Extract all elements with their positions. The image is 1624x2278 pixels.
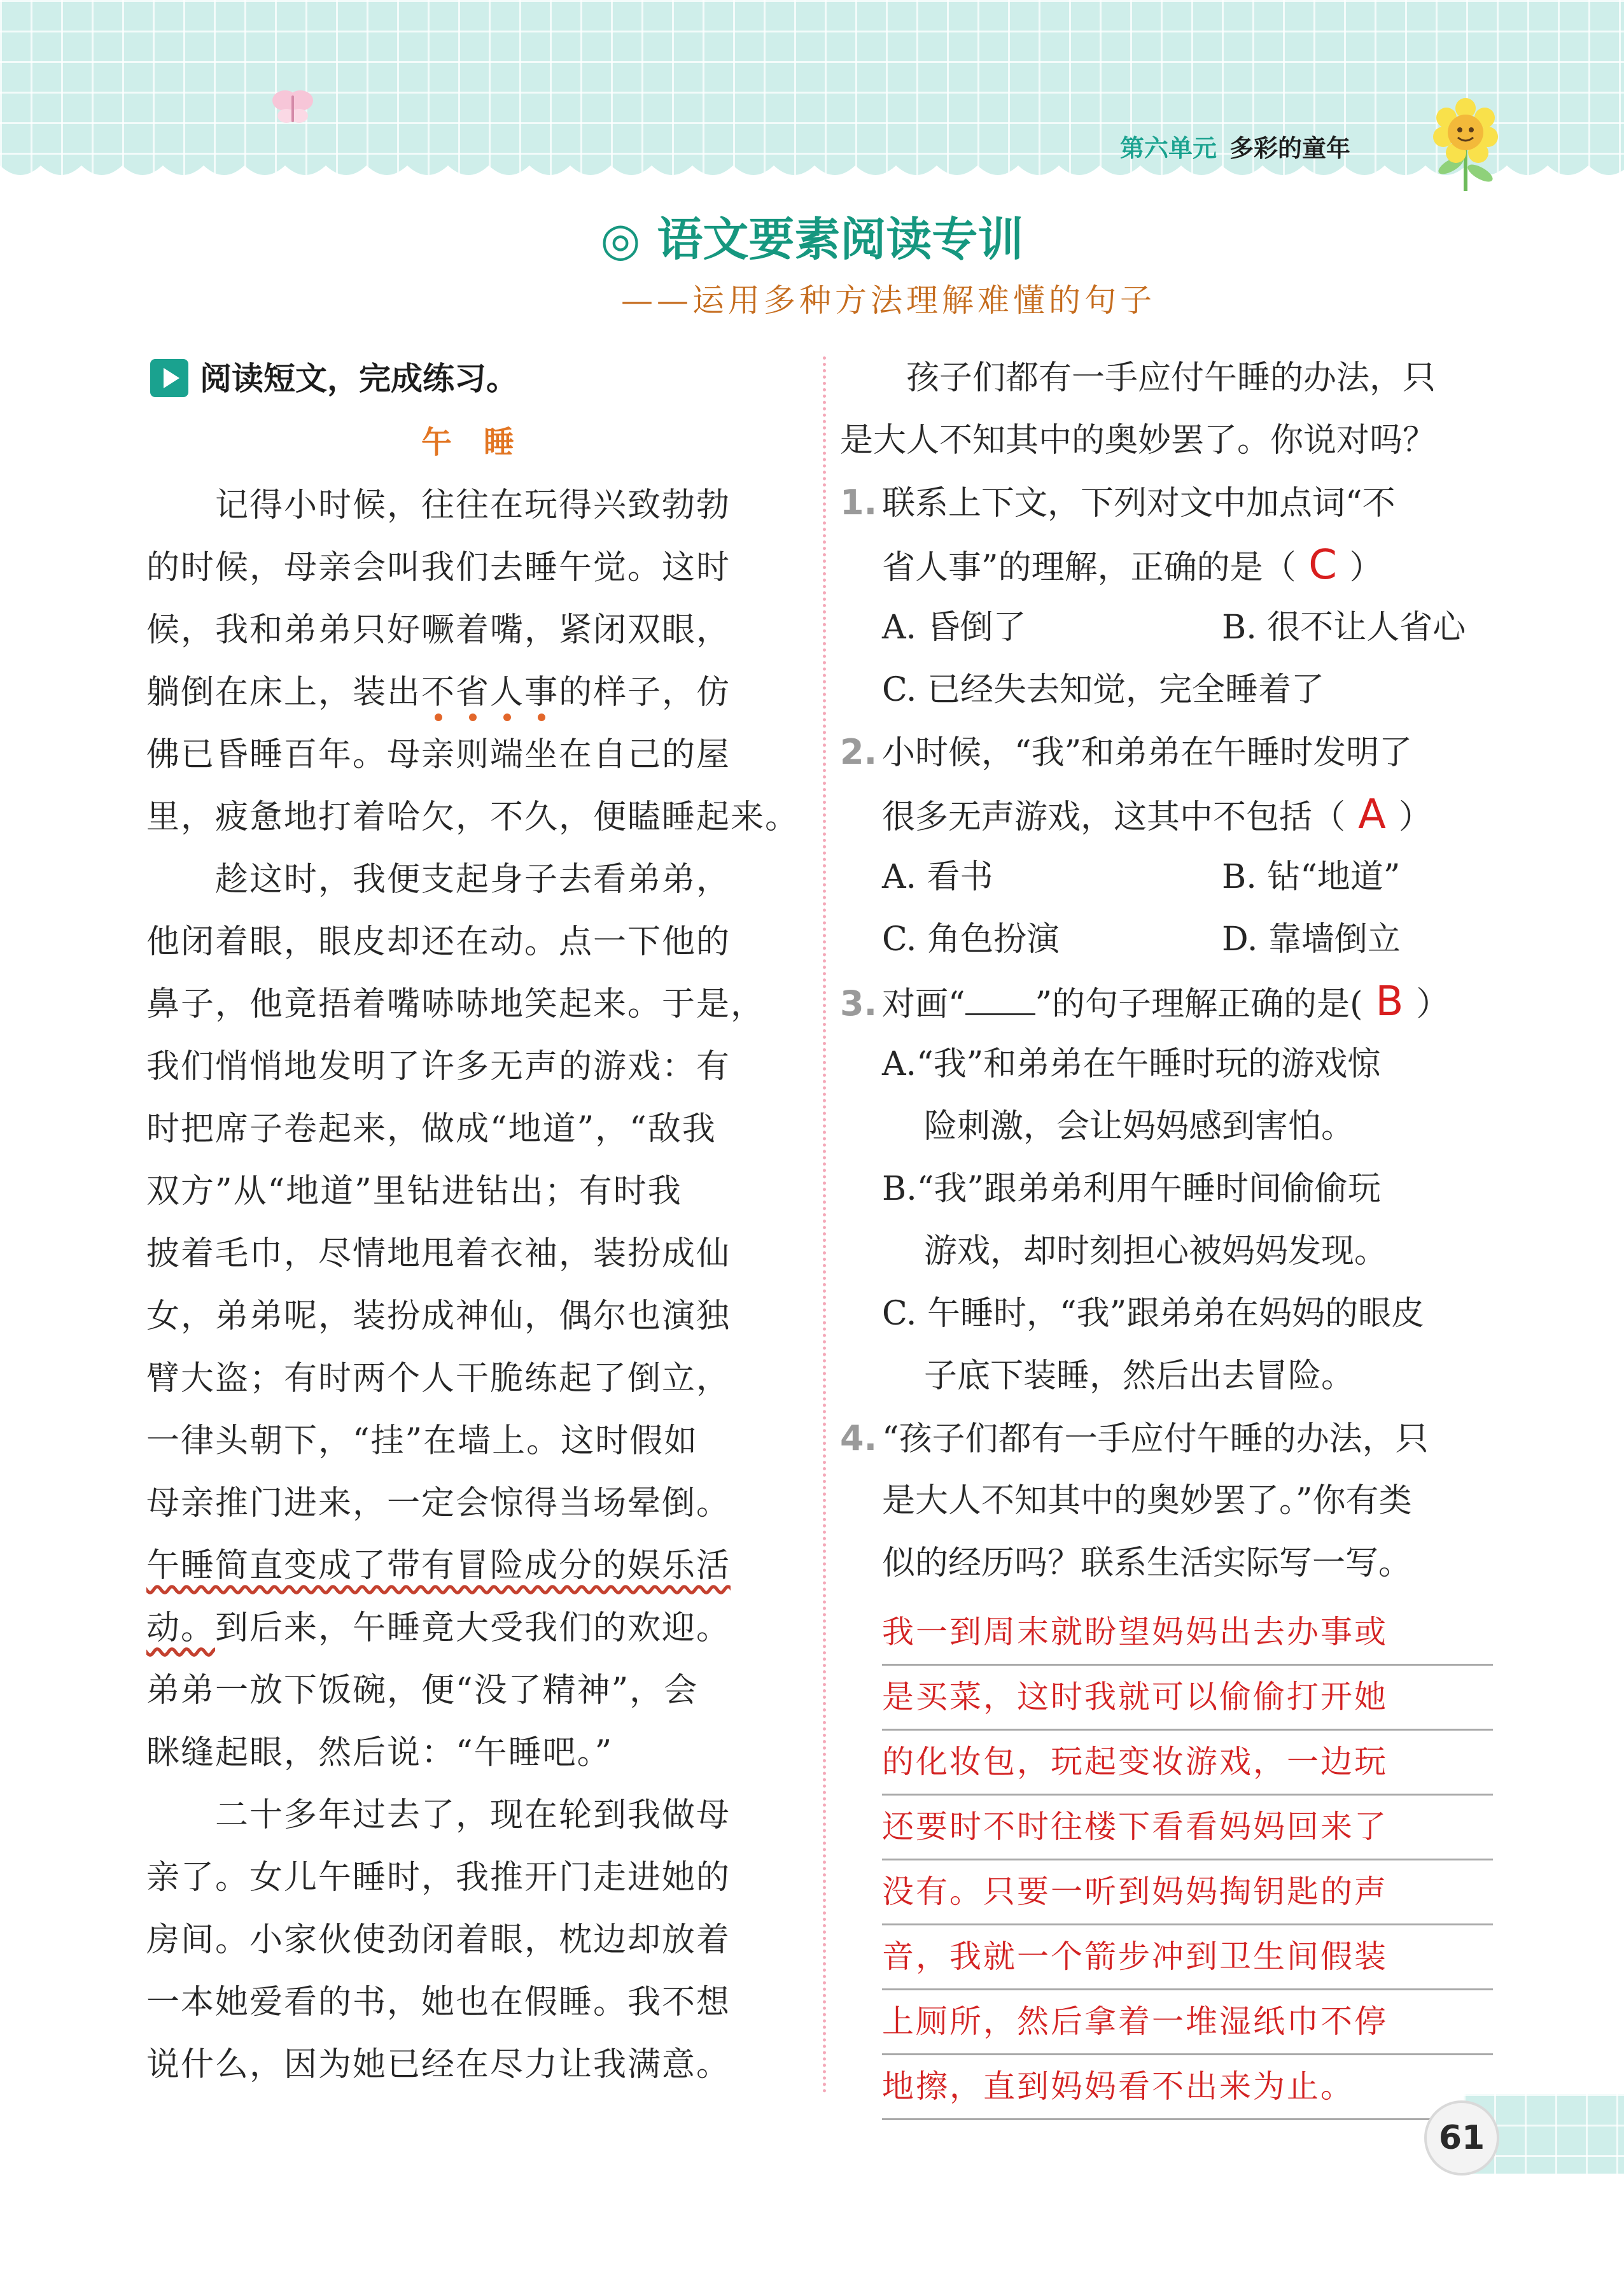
question-number: 3. [840, 983, 878, 1023]
story-line: 他闭着眼，眼皮却还在动。点一下他的 [146, 923, 731, 961]
story-line: 的时候，母亲会叫我们去睡午觉。这时 [146, 549, 731, 587]
story-text: 到后来，午睡竟大受我们的欢迎。 [215, 1609, 731, 1647]
story-line: 说什么，因为她已经在尽力让我满意。 [146, 2046, 731, 2084]
underline-sample [965, 1013, 1035, 1015]
story-line: 里，疲惫地打着哈欠，不久，便瞌睡起来。 [146, 798, 800, 836]
handwritten-answer-line: 音，我就一个箭步冲到卫生间假装 [882, 1925, 1493, 1990]
question-1 [840, 472, 1515, 534]
question-text: ） [1416, 985, 1450, 1023]
story-line: 臂大盗；有时两个人干脆练起了倒立， [146, 1360, 731, 1398]
section-subtitle: ——运用多种方法理解难懂的句子 [621, 282, 1156, 319]
question-number: 4. [840, 1418, 878, 1458]
question-1-line [840, 534, 1515, 596]
answer-blank[interactable]: C [1308, 542, 1337, 589]
option-c: C. 已经失去知觉，完全睡着了 [882, 671, 1324, 709]
handwritten-answer-line: 没有。只要一听到妈妈掏钥匙的声 [882, 1860, 1493, 1925]
unit-name: 多彩的童年 [1229, 134, 1351, 162]
question-text: 很多无声游戏，这其中不包括（ [882, 798, 1346, 836]
handwritten-answer-line: 还要时不时往楼下看看妈妈回来了 [882, 1796, 1493, 1860]
column-divider [823, 356, 826, 2094]
option-c: C. 角色扮演 [882, 920, 1060, 959]
underlined-sentence: 午睡简直变成了带有冒险成分的娱乐活 [146, 1547, 731, 1585]
dotted-char: 人 [490, 661, 524, 724]
story-line: 一本她爱看的书，她也在假睡。我不想 [146, 1983, 731, 2021]
option-b-cont: 游戏，却时刻担心被妈妈发现。 [924, 1232, 1388, 1270]
question-3 [840, 971, 1515, 1033]
option-c: C. 午睡时，“我”跟弟弟在妈妈的眼皮 [882, 1295, 1425, 1333]
story-line: 佛已昏睡百年。母亲则端坐在自己的屋 [146, 736, 731, 774]
sunflower-icon [1418, 89, 1513, 191]
unit-number: 第六单元 [1120, 134, 1217, 162]
option-a: A.“我”和弟弟在午睡时玩的游戏惊 [882, 1045, 1381, 1083]
story-line: 孩子们都有一手应付午睡的办法，只 [906, 359, 1436, 397]
dotted-char: 不 [421, 661, 456, 724]
handwritten-answer-line: 地擦，直到妈妈看不出来为止。 [882, 2055, 1493, 2120]
answer-writing-area[interactable] [882, 1601, 1493, 2120]
section-title [0, 202, 1624, 269]
question-text: ） [1349, 549, 1383, 587]
butterfly-icon [261, 83, 325, 134]
handwritten-answer-line: 我一到周末就盼望妈妈出去办事或 [882, 1601, 1493, 1666]
question-text: “孩子们都有一手应付午睡的办法，只 [882, 1420, 1429, 1458]
header-wave-border [0, 159, 1624, 197]
question-number: 1. [840, 482, 878, 523]
question-4 [840, 1407, 1515, 1470]
story-line: 记得小时候，往往在玩得兴致勃勃 [215, 486, 731, 524]
instruction [146, 347, 802, 411]
story-line: 母亲推门进来，一定会惊得当场晕倒。 [146, 1484, 731, 1522]
dotted-char: 事 [524, 661, 559, 724]
story-line: 眯缝起眼，然后说：“午睡吧。” [146, 1734, 613, 1772]
questions-column [840, 347, 1515, 2120]
story-line: 鼻子，他竟捂着嘴哧哧地笑起来。于是， [146, 985, 766, 1023]
story-line: 亲了。女儿午睡时，我推开门走进她的 [146, 1859, 731, 1897]
question-text: 小时候，“我”和弟弟在午睡时发明了 [882, 734, 1413, 772]
handwritten-answer-line: 的化妆包，玩起变妆游戏，一边玩 [882, 1731, 1493, 1796]
option-b: B. 很不让人省心 [1222, 608, 1466, 647]
option-b: B. 钻“地道” [1222, 858, 1401, 896]
story-line: 双方”从“地道”里钻进钻出；有时我 [146, 1172, 682, 1211]
option-row [840, 908, 1515, 971]
story-text: 躺倒在床上，装出 [146, 673, 422, 712]
question-4-line: 似的经历吗？联系生活实际写一写。 [882, 1544, 1412, 1582]
option-a: A. 看书 [882, 858, 993, 896]
story-title: 午睡 [421, 425, 546, 460]
title-mark-icon: ◎ [600, 213, 641, 266]
option-a-cont: 险刺激，会让妈妈感到害怕。 [924, 1107, 1355, 1146]
story-line: 趁这时，我便支起身子去看弟弟， [215, 861, 731, 899]
option-row [840, 596, 1515, 659]
story-line [146, 1597, 802, 1659]
answer-blank[interactable]: A [1358, 791, 1386, 838]
instruction-text: 阅读短文，完成练习。 [200, 360, 518, 397]
story-column [146, 347, 802, 2096]
question-4-line: 是大人不知其中的奥妙罢了。”你有类 [882, 1482, 1412, 1520]
story-line [146, 661, 802, 724]
question-2 [840, 721, 1515, 784]
unit-label [1120, 129, 1350, 167]
handwritten-answer-line: 是买菜，这时我就可以偷偷打开她 [882, 1666, 1493, 1731]
story-line: 是大人不知其中的奥妙罢了。你说对吗？ [840, 421, 1436, 460]
question-text: ） [1399, 798, 1432, 836]
answer-blank[interactable]: B [1375, 978, 1404, 1025]
option-row [840, 846, 1515, 908]
story-text: 的样子，仿 [559, 673, 731, 712]
question-2-line [840, 784, 1515, 846]
play-icon [150, 359, 188, 397]
option-a: A. 昏倒了 [882, 608, 1026, 647]
story-line: 弟弟一放下饭碗，便“没了精神”，会 [146, 1671, 699, 1710]
option-b: B.“我”跟弟弟利用午睡时间偷偷玩 [882, 1170, 1381, 1208]
question-text: 联系上下文，下列对文中加点词“不 [882, 484, 1396, 523]
story-line: 披着毛巾，尽情地甩着衣袖，装扮成仙 [146, 1235, 731, 1273]
underlined-sentence: 动。 [146, 1609, 216, 1647]
title-text: 语文要素阅读专训 [657, 213, 1024, 266]
story-line: 房间。小家伙使劲闭着眼，枕边却放着 [146, 1921, 731, 1959]
story-line: 二十多年过去了，现在轮到我做母 [215, 1796, 731, 1834]
story-line: 时把席子卷起来，做成“地道”，“敌我 [146, 1110, 717, 1148]
story-line: 我们悄悄地发明了许多无声的游戏：有 [146, 1048, 731, 1086]
story-line: 候，我和弟弟只好噘着嘴，紧闭双眼， [146, 611, 731, 649]
option-d: D. 靠墙倒立 [1222, 920, 1401, 959]
handwritten-answer-line: 上厕所，然后拿着一堆湿纸巾不停 [882, 1990, 1493, 2055]
story-line [146, 1535, 802, 1597]
story-line: 女，弟弟呢，装扮成神仙，偶尔也演独 [146, 1297, 731, 1335]
page-number: 61 [1424, 2100, 1499, 2176]
question-number: 2. [840, 732, 878, 772]
dotted-char: 省 [456, 661, 490, 724]
question-text: ”的句子理解正确的是( [1035, 985, 1363, 1023]
story-line: 一律头朝下，“挂”在墙上。这时假如 [146, 1422, 699, 1460]
question-text: 对画“ [882, 985, 965, 1023]
option-c-cont: 子底下装睡，然后出去冒险。 [924, 1357, 1355, 1395]
question-text: 省人事”的理解，正确的是（ [882, 549, 1296, 587]
